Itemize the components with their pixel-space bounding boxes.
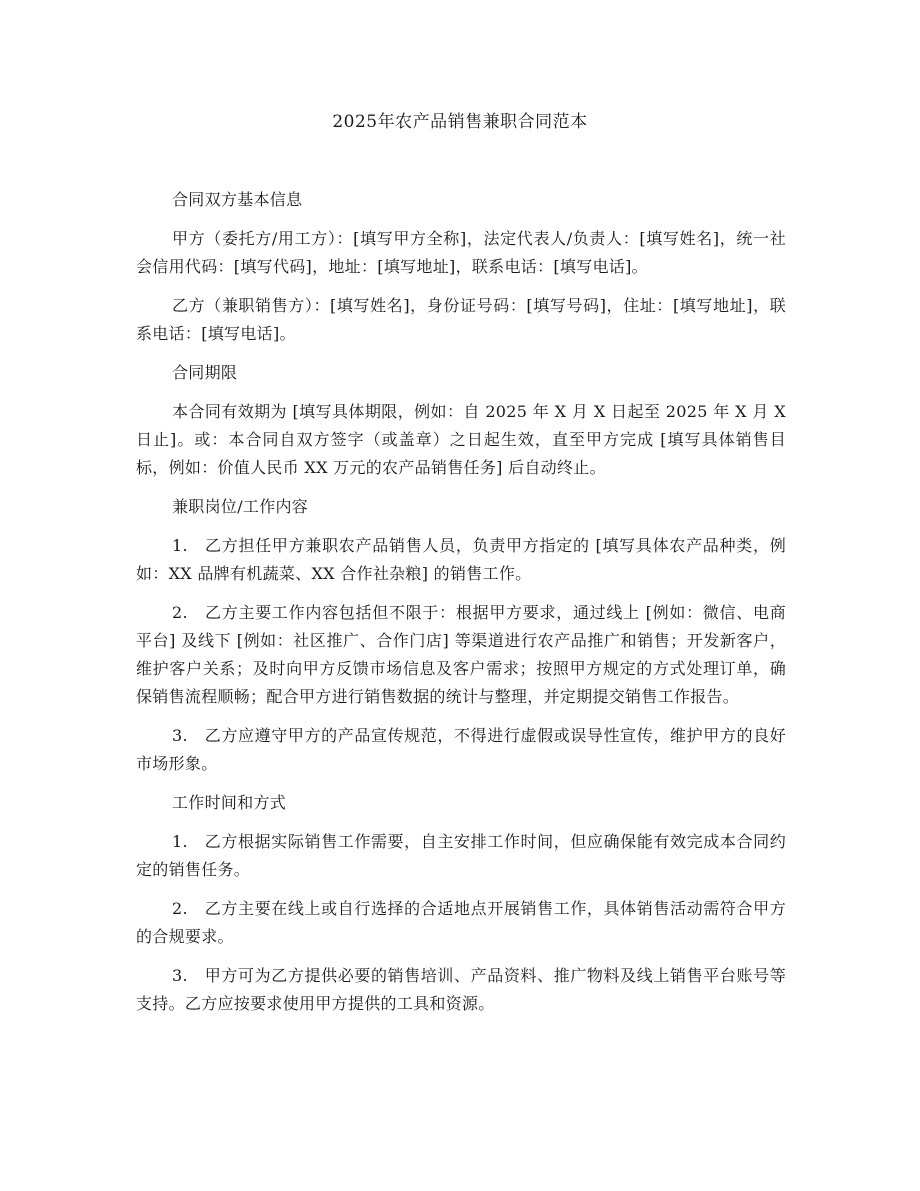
- section-heading-parties: 合同双方基本信息: [172, 190, 303, 209]
- section-heading-work-time: 工作时间和方式: [172, 793, 287, 812]
- paragraph-work-time-2: 2. 乙方主要在线上或自行选择的合适地点开展销售工作，具体销售活动需符合甲方的合规要求。: [136, 899, 786, 946]
- paragraph-party-a: 甲方（委托方/用工方）：[填写甲方全称]，法定代表人/负责人：[填写姓名]，统一社会信用代码：[填写代码]，地址：[填写地址]，联系电话：[填写电话]。: [136, 229, 786, 276]
- paragraph-work-time-1: 1. 乙方根据实际销售工作需要，自主安排工作时间，但应确保能有效完成本合同约定的销售任务。: [136, 832, 786, 879]
- paragraph-duty-3: 3. 乙方应遵守甲方的产品宣传规范，不得进行虚假或误导性宣传，维护甲方的良好市场形象。: [136, 726, 786, 773]
- section-heading-term: 合同期限: [172, 363, 238, 382]
- section-heading-duties: 兼职岗位/工作内容: [172, 497, 309, 516]
- paragraph-work-time-3: 3. 甲方可为乙方提供必要的销售培训、产品资料、推广物料及线上销售平台账号等支持。乙方应按要求使用甲方提供的工具和资源。: [136, 966, 786, 1013]
- paragraph-duty-2: 2. 乙方主要工作内容包括但不限于：根据甲方要求，通过线上 [例如：微信、电商平台] 及线下 [例如：社区推广、合作门店] 等渠道进行农产品推广和销售；开发新客户，维护客户关系；及时向甲方反馈市场信息及客户需求；按照甲方规定的方式处理订单，确保销售流程顺畅；配合甲方进行销售数据的统计与整理，并定期提交销售工作报告。: [136, 603, 786, 706]
- document-body: [136, 186, 786, 1029]
- paragraph-party-b: 乙方（兼职销售方）：[填写姓名]，身份证号码：[填写号码]，住址：[填写地址]，联系电话：[填写电话]。: [136, 296, 786, 343]
- document-title: 2025年农产品销售兼职合同范本: [332, 112, 588, 132]
- paragraph-duty-1: 1. 乙方担任甲方兼职农产品销售人员，负责甲方指定的 [填写具体农产品种类，例如：XX 品牌有机蔬菜、XX 合作社杂粮] 的销售工作。: [136, 536, 786, 583]
- paragraph-term: 本合同有效期为 [填写具体期限，例如：自 2025 年 X 月 X 日起至 2025 年 X 月 X 日止]。或：本合同自双方签字（或盖章）之日起生效，直至甲方完成 [填写具体销售目标，例如：价值人民币 XX 万元的农产品销售任务] 后自动终止。: [136, 402, 786, 477]
